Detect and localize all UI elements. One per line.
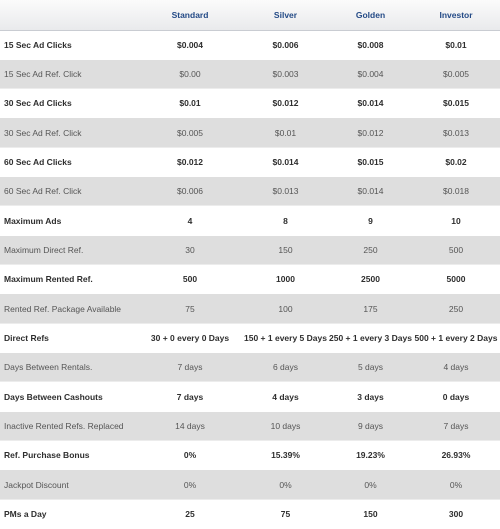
cell-investor: 4 days <box>412 353 500 382</box>
cell-investor: $0.013 <box>412 118 500 147</box>
cell-standard: $0.006 <box>138 177 242 206</box>
row-label: 15 Sec Ad Clicks <box>0 30 138 59</box>
table-header <box>0 0 500 30</box>
cell-silver: $0.012 <box>242 89 329 118</box>
cell-investor: $0.02 <box>412 147 500 176</box>
table-row <box>0 353 500 382</box>
cell-golden: 2500 <box>329 265 412 294</box>
cell-standard: 30 <box>138 235 242 264</box>
cell-silver: 10 days <box>242 411 329 440</box>
table-row <box>0 470 500 499</box>
cell-golden: 0% <box>329 470 412 499</box>
row-label: Direct Refs <box>0 323 138 352</box>
row-label: 60 Sec Ad Clicks <box>0 147 138 176</box>
row-label: Maximum Direct Ref. <box>0 235 138 264</box>
table-body <box>0 30 500 529</box>
header-standard: Standard <box>138 0 242 30</box>
cell-standard: 7 days <box>138 353 242 382</box>
cell-investor: $0.005 <box>412 59 500 88</box>
header-investor: Investor <box>412 0 500 30</box>
cell-golden: 9 <box>329 206 412 235</box>
cell-standard: 0% <box>138 441 242 470</box>
cell-silver: 6 days <box>242 353 329 382</box>
row-label: 60 Sec Ad Ref. Click <box>0 177 138 206</box>
header-golden: Golden <box>329 0 412 30</box>
cell-investor: 5000 <box>412 265 500 294</box>
cell-silver: 4 days <box>242 382 329 411</box>
header-silver: Silver <box>242 0 329 30</box>
cell-investor: $0.015 <box>412 89 500 118</box>
row-label: 30 Sec Ad Ref. Click <box>0 118 138 147</box>
cell-silver: $0.014 <box>242 147 329 176</box>
cell-standard: $0.01 <box>138 89 242 118</box>
cell-silver: $0.013 <box>242 177 329 206</box>
cell-standard: $0.012 <box>138 147 242 176</box>
cell-golden: 9 days <box>329 411 412 440</box>
table-row <box>0 147 500 176</box>
table-row <box>0 89 500 118</box>
cell-golden: $0.015 <box>329 147 412 176</box>
table-row <box>0 118 500 147</box>
cell-investor: 0 days <box>412 382 500 411</box>
cell-golden: 5 days <box>329 353 412 382</box>
cell-silver: $0.003 <box>242 59 329 88</box>
cell-standard: $0.005 <box>138 118 242 147</box>
cell-golden: $0.014 <box>329 177 412 206</box>
row-label: Maximum Rented Ref. <box>0 265 138 294</box>
cell-standard: $0.004 <box>138 30 242 59</box>
cell-standard: 500 <box>138 265 242 294</box>
row-label: 30 Sec Ad Clicks <box>0 89 138 118</box>
cell-investor: 250 <box>412 294 500 323</box>
cell-investor: 500 + 1 every 2 Days <box>412 323 500 352</box>
cell-investor: 7 days <box>412 411 500 440</box>
header-row <box>0 0 500 30</box>
row-label: Rented Ref. Package Available <box>0 294 138 323</box>
table-row <box>0 235 500 264</box>
cell-silver: 8 <box>242 206 329 235</box>
row-label: Days Between Rentals. <box>0 353 138 382</box>
cell-golden: 250 + 1 every 3 Days <box>329 323 412 352</box>
cell-silver: 150 + 1 every 5 Days <box>242 323 329 352</box>
cell-silver: $0.006 <box>242 30 329 59</box>
table-row <box>0 294 500 323</box>
cell-golden: 3 days <box>329 382 412 411</box>
cell-standard: 14 days <box>138 411 242 440</box>
cell-standard: 4 <box>138 206 242 235</box>
table-row <box>0 323 500 352</box>
cell-investor: $0.01 <box>412 30 500 59</box>
row-label: PMs a Day <box>0 499 138 528</box>
cell-silver: 1000 <box>242 265 329 294</box>
row-label: Ref. Purchase Bonus <box>0 441 138 470</box>
row-label: Maximum Ads <box>0 206 138 235</box>
table-row <box>0 441 500 470</box>
table-row <box>0 30 500 59</box>
cell-investor: 500 <box>412 235 500 264</box>
cell-silver: 100 <box>242 294 329 323</box>
cell-golden: 19.23% <box>329 441 412 470</box>
cell-investor: 0% <box>412 470 500 499</box>
cell-silver: 75 <box>242 499 329 528</box>
cell-golden: 150 <box>329 499 412 528</box>
cell-investor: 10 <box>412 206 500 235</box>
table-row <box>0 206 500 235</box>
cell-golden: $0.004 <box>329 59 412 88</box>
header-corner <box>0 0 138 30</box>
cell-silver: 15.39% <box>242 441 329 470</box>
cell-silver: 0% <box>242 470 329 499</box>
row-label: Days Between Cashouts <box>0 382 138 411</box>
cell-investor: 300 <box>412 499 500 528</box>
cell-silver: $0.01 <box>242 118 329 147</box>
table-row <box>0 411 500 440</box>
cell-standard: 25 <box>138 499 242 528</box>
cell-silver: 150 <box>242 235 329 264</box>
cell-investor: 26.93% <box>412 441 500 470</box>
table-row <box>0 499 500 528</box>
cell-golden: 175 <box>329 294 412 323</box>
cell-investor: $0.018 <box>412 177 500 206</box>
cell-golden: $0.014 <box>329 89 412 118</box>
cell-standard: 30 + 0 every 0 Days <box>138 323 242 352</box>
cell-standard: 7 days <box>138 382 242 411</box>
table-row <box>0 177 500 206</box>
cell-standard: 75 <box>138 294 242 323</box>
cell-standard: 0% <box>138 470 242 499</box>
cell-standard: $0.00 <box>138 59 242 88</box>
table-row <box>0 382 500 411</box>
table-row <box>0 59 500 88</box>
row-label: 15 Sec Ad Ref. Click <box>0 59 138 88</box>
row-label: Inactive Rented Refs. Replaced <box>0 411 138 440</box>
table-row <box>0 265 500 294</box>
row-label: Jackpot Discount <box>0 470 138 499</box>
cell-golden: 250 <box>329 235 412 264</box>
cell-golden: $0.012 <box>329 118 412 147</box>
cell-golden: $0.008 <box>329 30 412 59</box>
